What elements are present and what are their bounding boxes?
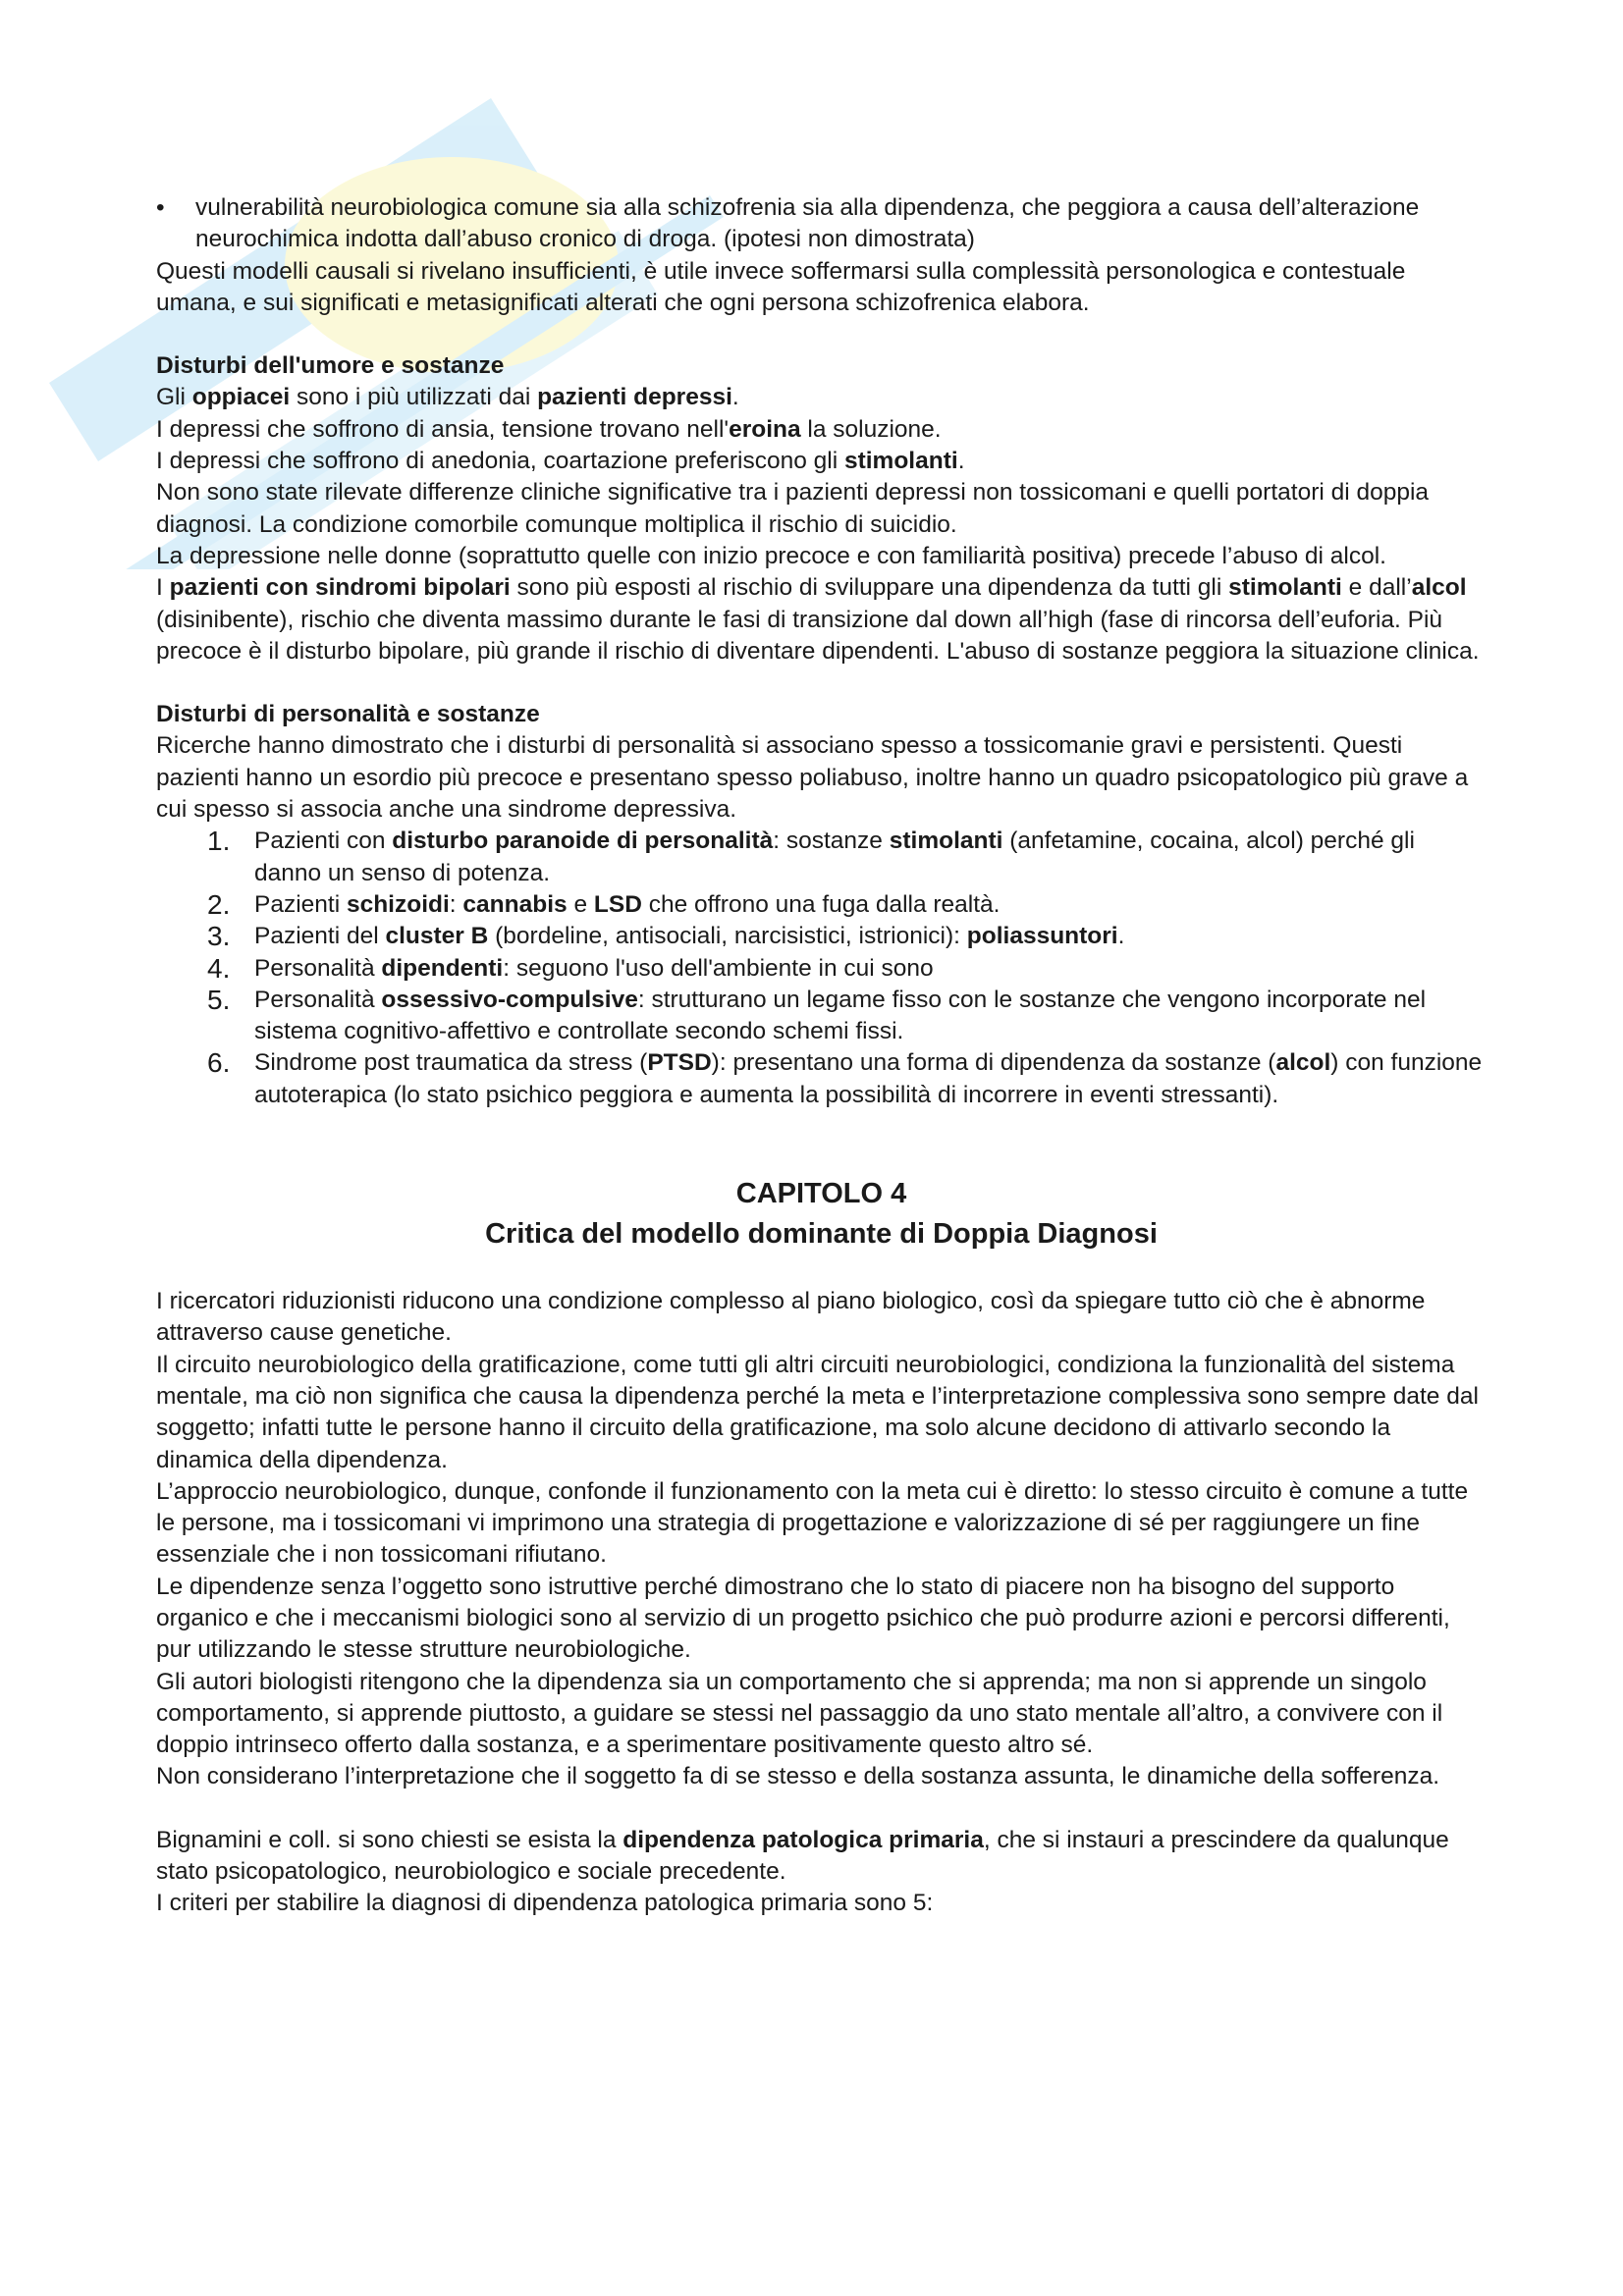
- document-page: [156, 192, 1487, 1920]
- primary-paragraph: Bignamini e coll. si sono chiesti se esista la dipendenza patologica primaria, che si instauri a prescindere da qualunque stato psicopatologico, neurobiologico e sociale precedente.: [156, 1826, 1449, 1886]
- mood-line-3: I depressi che soffrono di anedonia, coartazione preferiscono gli stimolanti.: [156, 448, 965, 475]
- critique-paragraph: Gli autori biologisti ritengono che la dipendenza sia un comportamento che si apprenda; ma non si apprende un singolo comportamento, si apprende piuttosto, a guidare se stessi nel passaggio da uno stato mentale all’altro, a convivere con il doppio intrinseco offerto dalla sostanza, e a sperimentare positivamente questo altro sé.: [156, 1668, 1443, 1759]
- personality-list: [156, 826, 1487, 1111]
- mood-line-1: Gli oppiacei sono i più utilizzati dai pazienti depressi.: [156, 384, 739, 411]
- critique-paragraph: Le dipendenze senza l’oggetto sono istruttive perché dimostrano che lo stato di piacere non ha bisogno del supporto organico e che i meccanismi biologici sono al servizio di un progetto psichico che può produrre azioni e percorsi differenti, pur utilizzando le stesse strutture neurobiologiche.: [156, 1573, 1450, 1664]
- intro-paragraph: Questi modelli causali si rivelano insufficienti, è utile invece soffermarsi sulla complessità personologica e contestuale umana, e sui significati e metasignificati alterati che ogni persona schizofrenica elabora.: [156, 257, 1406, 316]
- mood-line-2: I depressi che soffrono di ansia, tensione trovano nell'eroina la soluzione.: [156, 415, 942, 443]
- mood-line-6: I pazienti con sindromi bipolari sono più esposti al rischio di sviluppare una dipendenza da tutti gli stimolanti e dall’alcol (disinibente), rischio che diventa massimo durante le fasi di transizione dal down all’high (fase di rincorsa dell’euforia. Più precoce è il disturbo bipolare, più grande il rischio di diventare dipendenti. L'abuso di sostanze peggiora la situazione clinica.: [156, 574, 1480, 665]
- chapter-title: Critica del modello dominante di Doppia Diagnosi: [485, 1218, 1158, 1251]
- primary-criteria-intro: I criteri per stabilire la diagnosi di dipendenza patologica primaria sono 5:: [156, 1890, 934, 1917]
- list-item: 4. Personalità dipendenti: seguono l'uso dell'ambiente in cui sono: [207, 952, 934, 984]
- list-item: 5. Personalità ossessivo-compulsive: strutturano un legame fisso con le sostanze che vengono incorporate nel sistema cognitivo-affettivo e controllate secondo schemi fissi.: [207, 984, 1427, 1045]
- bullet-item: [156, 192, 1487, 256]
- personality-heading: Disturbi di personalità e sostanze: [156, 701, 540, 728]
- mood-line-4: Non sono state rilevate differenze cliniche significative tra i pazienti depressi non tossicomani e quelli portatori di doppia diagnosi. La condizione comorbile comunque moltiplica il rischio di suicidio.: [156, 479, 1430, 538]
- critique-paragraph: Il circuito neurobiologico della gratificazione, come tutti gli altri circuiti neurobiologici, condiziona la funzionalità del sistema mentale, ma ciò non significa che causa la dipendenza perché la meta e l’interpretazione complessiva sono sempre date dal soggetto; infatti tutte le persone hanno il circuito della gratificazione, ma solo alcune decidono di attivarlo secondo la dinamica della dipendenza.: [156, 1351, 1479, 1473]
- bullet-text: vulnerabilità neurobiologica comune sia alla schizofrenia sia alla dipendenza, che peggiora a causa dell’alterazione neurochimica indotta dall’abuso cronico di droga. (ipotesi non dimostrata): [195, 194, 1420, 253]
- critique-paragraph: Non considerano l’interpretazione che il soggetto fa di se stesso e della sostanza assunta, le dinamiche della sofferenza.: [156, 1763, 1440, 1790]
- personality-intro: Ricerche hanno dimostrato che i disturbi di personalità si associano spesso a tossicomanie gravi e persistenti. Questi pazienti hanno un esordio più precoce e presentano spesso poliabuso, inoltre hanno un quadro psicopatologico più grave a cui spesso si associa anche una sindrome depressiva.: [156, 732, 1469, 824]
- mood-line-5: La depressione nelle donne (soprattutto quelle con inizio precoce e con familiarità positiva) precede l’abuso di alcol.: [156, 542, 1386, 569]
- chapter-number: CAPITOLO 4: [735, 1178, 907, 1210]
- critique-paragraph: L’approccio neurobiologico, dunque, confonde il funzionamento con la meta cui è diretto: lo stesso circuito è comune a tutte le persone, ma i tossicomani vi imprimono una strategia di progettazione e valorizzazione di sé per raggiungere un fine essenziale che i non tossicomani rifiutano.: [156, 1477, 1469, 1569]
- list-item: 6. Sindrome post traumatica da stress (PTSD): presentano una forma di dipendenza da sostanze (alcol) con funzione autoterapica (lo stato psichico peggiora e aumenta la possibilità di incorrere in eventi stressanti).: [207, 1047, 1483, 1108]
- list-item: 2. Pazienti schizoidi: cannabis e LSD che offrono una fuga dalla realtà.: [207, 888, 1001, 920]
- list-item: 1. Pazienti con disturbo paranoide di personalità: sostanze stimolanti (anfetamine, cocaina, alcol) perché gli danno un senso di potenza.: [207, 826, 1415, 886]
- list-item: 3. Pazienti del cluster B (bordeline, antisociali, narcisistici, istrionici): poliassuntori.: [207, 921, 1125, 952]
- critique-paragraph: I ricercatori riduzionisti riducono una condizione complesso al piano biologico, così da spiegare tutto ciò che è abnorme attraverso cause genetiche.: [156, 1288, 1426, 1347]
- bullet-dot: •: [156, 194, 165, 221]
- mood-heading: Disturbi dell'umore e sostanze: [156, 352, 505, 380]
